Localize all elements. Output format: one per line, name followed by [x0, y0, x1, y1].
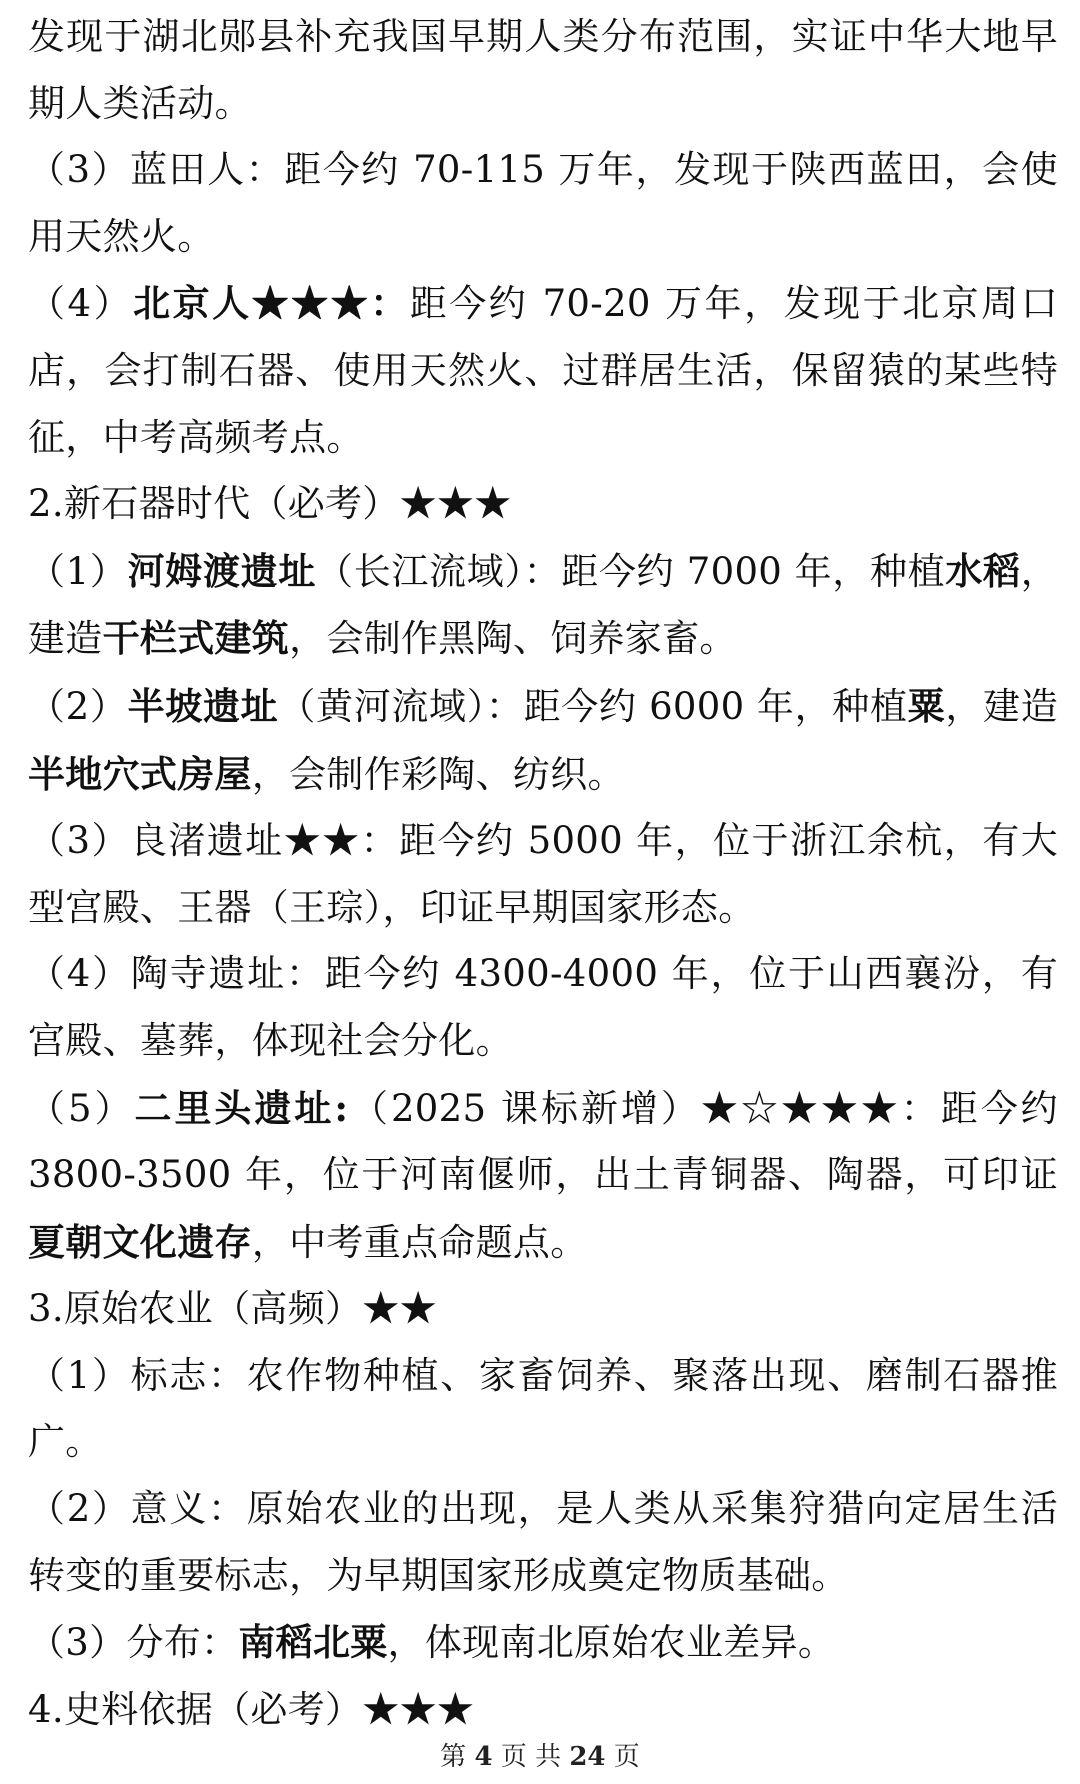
footer-suffix: 页 — [613, 1742, 640, 1772]
text-run: （2）意义：原始农业的出现，是人类从采集狩猎向定居生活转变的重要标志，为早期国家形成奠定物质基础。 — [28, 1487, 1058, 1597]
paragraph — [28, 137, 1058, 270]
text-run: （5） — [28, 1086, 135, 1130]
text-run: 2.新石器时代（必考）★★★ — [28, 482, 512, 526]
paragraph — [28, 808, 1058, 941]
paragraph — [28, 270, 1058, 471]
text-run: （4） — [28, 282, 134, 326]
text-run: （3）良渚遗址★★：距今约 5000 年，位于浙江余杭，有大型宫殿、王器（王琮），印证早期国家形态。 — [28, 819, 1058, 929]
text-run: （4）陶寺遗址：距今约 4300-4000 年，位于山西襄汾，有宫殿、墓葬，体现社会分化。 — [28, 952, 1058, 1062]
text-run: ，中考重点命题点。 — [251, 1220, 588, 1264]
page-footer — [0, 1742, 1080, 1772]
bold-text-run: 南稻北粟 — [238, 1620, 388, 1665]
text-run: （2） — [28, 684, 128, 728]
footer-prefix: 第 — [440, 1742, 467, 1772]
paragraph — [28, 1677, 1058, 1744]
text-run: ，会制作彩陶、纺织。 — [251, 752, 625, 796]
text-run: 3.原始农业（高频）★★ — [28, 1287, 437, 1331]
bold-text-run: 干栏式建筑 — [102, 616, 290, 661]
paragraph — [28, 1075, 1058, 1277]
paragraph — [28, 1609, 1058, 1677]
document-body — [28, 4, 1058, 1743]
paragraph — [28, 1276, 1058, 1343]
bold-text-run: 水稻 — [945, 548, 1021, 593]
text-run: ，会制作黑陶、饲养家畜。 — [289, 617, 737, 661]
text-run: ，建造 — [28, 549, 1059, 661]
text-run: （3）蓝田人：距今约 70-115 万年，发现于陕西蓝田，会使用天然火。 — [28, 148, 1058, 258]
bold-text-run: 半地穴式房屋 — [28, 751, 252, 796]
bold-text-run: 夏朝文化遗存 — [28, 1219, 252, 1264]
bold-text-run: 粟 — [907, 683, 946, 728]
paragraph — [28, 538, 1058, 673]
paragraph — [28, 1343, 1058, 1476]
text-run: （2025 课标新增）★☆★★★：距今约 3800-3500 年，位于河南偃师，出土青铜器、陶器，可印证 — [28, 1086, 1058, 1197]
text-run: （3）分布： — [28, 1621, 239, 1665]
paragraph — [28, 4, 1058, 137]
text-run: 4.史料依据（必考）★★★ — [28, 1687, 475, 1731]
bold-text-run: 半坡遗址 — [127, 683, 279, 728]
paragraph — [28, 941, 1058, 1074]
text-run: 距今约 70-20 万年，发现于北京周口店，会打制石器、使用天然火、过群居生活，保留猿的某些特征，中考高频考点。 — [28, 282, 1058, 459]
text-run: （长江流域）：距今约 7000 年，种植 — [316, 549, 946, 593]
paragraph — [28, 673, 1058, 808]
text-run: 发现于湖北郧县补充我国早期人类分布范围，实证中华大地早期人类活动。 — [28, 15, 1058, 125]
footer-middle: 页 共 — [500, 1742, 562, 1772]
bold-text-run: 二里头遗址: — [134, 1085, 349, 1130]
paragraph — [28, 471, 1058, 538]
total-pages-number: 24 — [569, 1742, 606, 1772]
text-run: ，体现南北原始农业差异。 — [387, 1621, 836, 1665]
text-run: （1） — [28, 549, 128, 593]
text-run: （黄河流域）：距今约 6000 年，种植 — [278, 684, 908, 728]
current-page-number: 4 — [474, 1742, 493, 1772]
paragraph — [28, 1476, 1058, 1609]
text-run: （1）标志：农作物种植、家畜饲养、聚落出现、磨制石器推广。 — [28, 1353, 1058, 1464]
bold-text-run: 河姆渡遗址 — [127, 548, 317, 593]
text-run: ，建造 — [945, 684, 1058, 728]
bold-text-run: 北京人★★★： — [133, 281, 410, 326]
